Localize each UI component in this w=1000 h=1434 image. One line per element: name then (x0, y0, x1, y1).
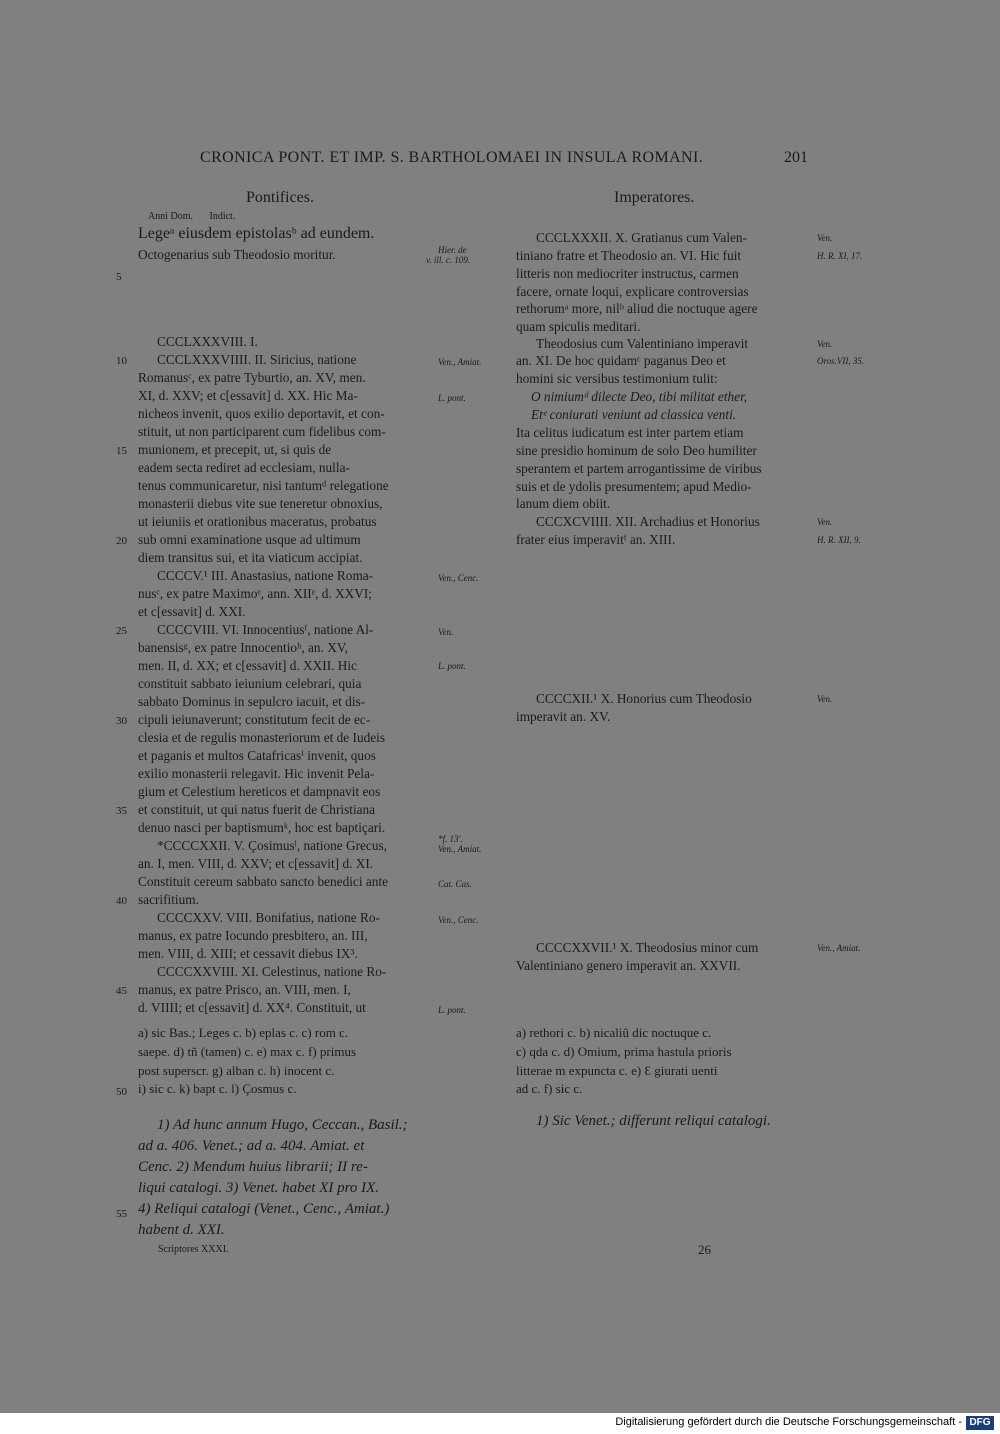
text-line: CCCCXXV. VIII. Bonifatius, natione Ro- (157, 910, 380, 925)
text-line: homini sic versibus testimonium tulit: (516, 371, 718, 386)
text-line: constituit sabbato ieiunium celebrari, quia (138, 676, 362, 691)
text-line: CCCLXXXVIIII. II. Siricius, natione (157, 352, 357, 367)
margin-note: Ven., Amiat. (817, 943, 861, 953)
text-line: Ita celitus iudicatum est inter partem etiam (516, 425, 744, 440)
text-line: manus, ex patre Prisco, an. VIII, men. I, (138, 982, 351, 997)
text-line: CCCLXXXVIII. I. (157, 334, 258, 349)
text-line: *CCCCXXII. V. Çosimusˡ, natione Grecus, (157, 838, 387, 853)
text-line: Octogenarius sub Theodosio moritur. (138, 247, 336, 262)
apparatus-line: c) qda c. d) Omium, prima hastula prioris (516, 1044, 732, 1059)
verse-line: O nimiumᵈ dilecte Deo, tibi militat ether, (531, 389, 748, 404)
text-line: XI, d. XXV; et c[essavit] d. XX. Hic Ma- (138, 388, 358, 403)
line-number: 35 (116, 805, 127, 817)
digitization-credit: Digitalisierung gefördert durch die Deutsche Forschungsgemeinschaft - (615, 1416, 962, 1428)
text-line: sacrifitium. (138, 892, 199, 907)
text-line: facere, ornate loqui, explicare controversias (516, 284, 749, 299)
footnote-line: Cenc. 2) Mendum huius librarii; II re- (138, 1159, 368, 1175)
text-line: sabbato Dominus in sepulcro iacuit, et dis- (138, 694, 366, 709)
subhead-indict: Indict. (209, 211, 236, 222)
text-line: denuo nasci per baptismumᵏ, hoc est baptiçari. (138, 820, 386, 835)
margin-note: Ven., Cenc. (438, 915, 479, 925)
apparatus-line: a) rethori c. b) nicaliû dic noctuque c. (516, 1025, 712, 1040)
apparatus-line: litterae m expuncta c. e) Ɛ giurati uenti (516, 1063, 718, 1078)
footnote-line: 1) Ad hunc annum Hugo, Ceccan., Basil.; (157, 1117, 408, 1133)
margin-note: *f. 13'. (438, 834, 463, 844)
line-number: 45 (116, 985, 127, 997)
margin-note: Hier. de (438, 245, 467, 255)
text-line: manus, ex patre Iocundo presbitero, an. III, (138, 928, 368, 943)
text-line: stituit, ut non participarent cum fidelibus com- (138, 424, 386, 439)
apparatus-line: ad c. f) sic c. (516, 1081, 583, 1096)
text-line: CCCXCVIIII. XII. Archadius et Honorius (536, 514, 760, 529)
margin-note: Ven. (817, 694, 833, 704)
line-number: 15 (116, 445, 127, 457)
column-subheads (148, 211, 249, 222)
line-number: 40 (116, 895, 127, 907)
text-line: CCCCVIII. VI. Innocentiusᶠ, natione Al- (157, 622, 374, 637)
margin-note: L. pont. (438, 661, 466, 671)
text-line: nusᶜ, ex patre Maximoᵉ, ann. XIIᵉ, d. XXVI; (138, 586, 373, 601)
apparatus-line: post superscr. g) alban c. h) inocent c. (138, 1063, 335, 1078)
text-line: Valentiniano genero imperavit an. XXVII. (516, 958, 741, 973)
text-line: men. VIII, d. XIII; et cessavit diebus IX³. (138, 946, 358, 961)
text-line: sub omni examinatione usque ad ultimum (138, 532, 361, 547)
text-line: men. II, d. XX; et c[essavit] d. XXII. Hic (138, 658, 357, 673)
margin-note: H. R. XII, 9. (817, 535, 861, 545)
margin-note: v. ill. c. 109. (426, 255, 471, 265)
text-line: imperavit an. XV. (516, 709, 611, 724)
subhead-anni: Anni Dom. (148, 211, 193, 222)
verse-line: Etᵉ coniurati veniunt ad classica venti. (531, 407, 737, 422)
line-number: 30 (116, 715, 127, 727)
text-line: an. XI. De hoc quidamᶜ paganus Deo et (516, 353, 726, 368)
left-column-heading: Pontifices. (246, 189, 314, 206)
dfg-logo: DFG (966, 1416, 994, 1430)
footnote-line: 4) Reliqui catalogi (Venet., Cenc., Amiat.) (138, 1201, 390, 1217)
line-number: 10 (116, 355, 127, 367)
margin-note: L. pont. (438, 393, 466, 403)
footnote-line: habent d. XXI. (138, 1222, 225, 1238)
text-line: sperantem et partem arrogantissime de viribus (516, 461, 762, 476)
margin-note: Oros.VII, 35. (817, 356, 865, 366)
text-line: rethorumᵃ more, nilᵇ aliud die noctuque agere (516, 301, 758, 316)
margin-note: H. R. XI, 17. (817, 251, 863, 261)
margin-note: Ven., Cenc. (438, 573, 479, 583)
text-line: Theodosius cum Valentiniano imperavit (536, 336, 749, 351)
margin-note: Ven. (438, 627, 454, 637)
text-line: et c[essavit] d. XXI. (138, 604, 246, 619)
margin-note: Ven. (817, 233, 833, 243)
margin-note: Ven., Amiat. (438, 844, 482, 854)
footer-bar (0, 1413, 1000, 1434)
text-line: CCCLXXXII. X. Gratianus cum Valen- (536, 230, 747, 245)
text-line: munionem, et precepit, ut, si quis de (138, 442, 332, 457)
apparatus-line: saepe. d) tñ (tamen) c. e) max c. f) primus (138, 1044, 357, 1059)
text-line: et constituit, ut qui natus fuerit de Christiana (138, 802, 376, 817)
text-line: ut ieiuniis et orationibus maceratus, probatus (138, 514, 377, 529)
text-line: eadem secta rediret ad ecclesiam, nulla- (138, 460, 350, 475)
right-column-heading: Imperatores. (614, 189, 695, 206)
line-number: 5 (116, 271, 122, 283)
text-line: lanum diem obiit. (516, 496, 611, 511)
text-line: sine presidio hominum de solo Deo humiliter (516, 443, 757, 458)
text-line: diem transitus sui, et ita viaticum accipiat. (138, 550, 363, 565)
page-number: 201 (784, 149, 808, 166)
text-line: nicheos invenit, quos exilio deportavit, et con- (138, 406, 385, 421)
text-line: CCCCXXVII.¹ X. Theodosius minor cum (536, 940, 759, 955)
text-line: CCCCV.¹ III. Anastasius, natione Roma- (157, 568, 374, 583)
apparatus-line: a) sic Bas.; Leges c. b) eplas c. c) rom c. (138, 1025, 349, 1040)
footnote-line: ad a. 406. Venet.; ad a. 404. Amiat. et (138, 1138, 365, 1154)
text-line: CCCCXII.¹ X. Honorius cum Theodosio (536, 691, 752, 706)
text-line: quam spiculis meditari. (516, 319, 641, 334)
text-line: suis et de ydolis presumentem; apud Medio- (516, 479, 752, 494)
right-footnote: 1) Sic Venet.; differunt reliqui catalogi. (536, 1113, 771, 1129)
text-line: gium et Celestium hereticos et dampnavit eos (138, 784, 381, 799)
margin-note: Ven. (817, 339, 833, 349)
text-line: Legeᵃ eiusdem epistolasᵇ ad eundem. (138, 225, 375, 242)
footnote-line: liqui catalogi. 3) Venet. habet XI pro IX. (138, 1180, 380, 1196)
text-line: CCCCXXVIII. XI. Celestinus, natione Ro- (157, 964, 387, 979)
text-line: monasterii diebus vite sue teneretur obnoxius, (138, 496, 383, 511)
line-number: 50 (116, 1086, 127, 1098)
text-line: Romanusᶜ, ex patre Tyburtio, an. XV, men. (138, 370, 366, 385)
text-line: tiniano fratre et Theodosio an. VI. Hic fuit (516, 248, 742, 263)
text-line: exilio monasterii relegavit. Hic invenit Pela- (138, 766, 375, 781)
text-line: cipuli ieiunaverunt; constitutum fecit de ec- (138, 712, 371, 727)
text-line: litteris non mediocriter instructus, carmen (516, 266, 739, 281)
text-line: an. I, men. VIII, d. XXV; et c[essavit] d. XI. (138, 856, 374, 871)
text-line: tenus communicaretur, nisi tantumᵈ relegatione (138, 478, 389, 493)
margin-note: Ven. (817, 517, 833, 527)
signature-number: 26 (698, 1242, 711, 1257)
line-number: 25 (116, 625, 127, 637)
text-line: frater eius imperavitᶠ an. XIII. (516, 532, 676, 547)
text-line: d. VIIII; et c[essavit] d. XX⁴. Constituit, ut (138, 1000, 366, 1015)
margin-note: Cat. Cas. (438, 879, 472, 889)
text-line: banensisᵍ, ex patre Innocentioʰ, an. XV, (138, 640, 349, 655)
margin-note: Ven., Amiat. (438, 357, 482, 367)
text-line: clesia et de regulis monasteriorum et de Iudeis (138, 730, 386, 745)
line-number: 55 (116, 1208, 127, 1220)
apparatus-line: i) sic c. k) bapt c. l) Çosmus c. (138, 1081, 297, 1096)
running-title: CRONICA PONT. ET IMP. S. BARTHOLOMAEI IN INSULA ROMANI. (200, 149, 704, 166)
signature-mark: Scriptores XXXI. (158, 1244, 229, 1255)
line-number: 20 (116, 535, 127, 547)
text-line: Constituit cereum sabbato sancto benedici ante (138, 874, 388, 889)
text-line: et paganis et multos Catafricasⁱ invenit, quos (138, 748, 376, 763)
margin-note: L. pont. (438, 1005, 466, 1015)
